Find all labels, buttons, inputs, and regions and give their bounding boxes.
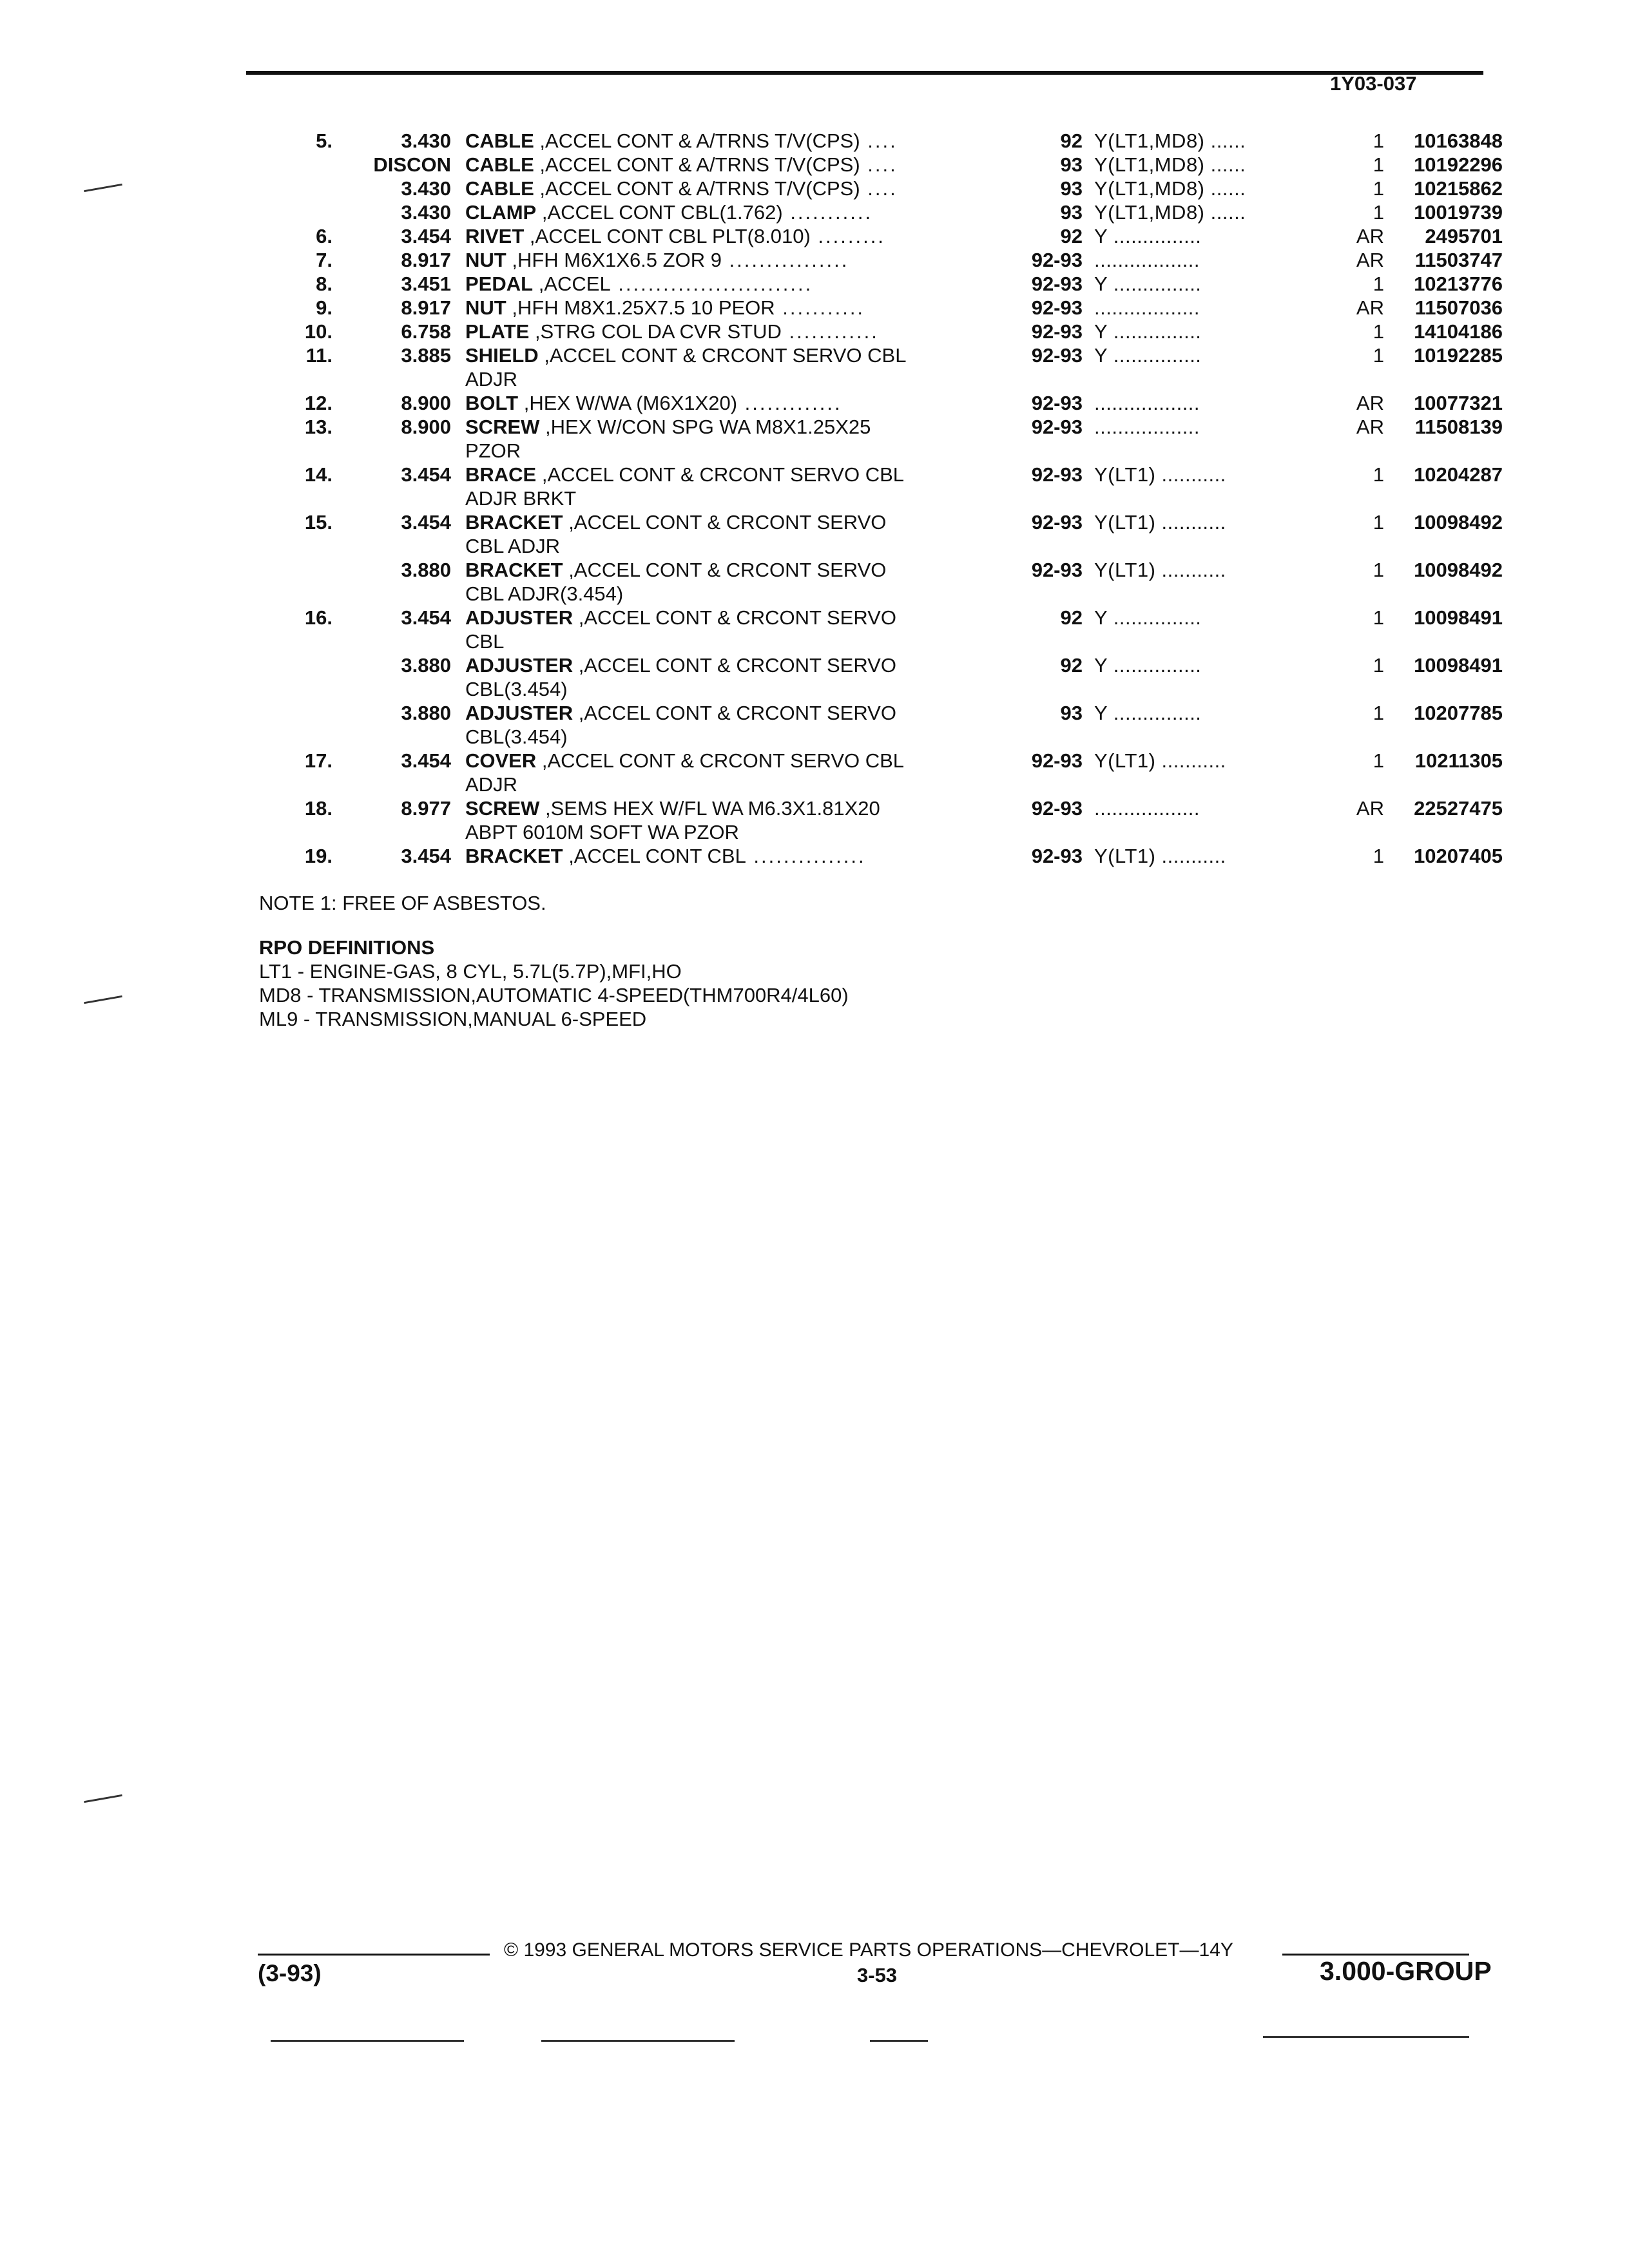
part-detail-continued: ABPT 6010M SOFT WA PZOR [465, 821, 739, 843]
part-detail: ,SEMS HEX W/FL WA M6.3X1.81X20 [545, 797, 880, 820]
part-number: 10098492 [1414, 559, 1503, 581]
part-number: 10204287 [1414, 463, 1503, 486]
part-name: RIVET [465, 225, 525, 247]
part-number: 10077321 [1414, 392, 1503, 414]
part-detail: ,ACCEL CONT & CRCONT SERVO CBL [541, 749, 905, 772]
item-number: 6. [316, 225, 333, 247]
header-rule [246, 71, 1483, 75]
table-row [271, 606, 1501, 653]
rpo-usage: Y(LT1) ........... [1094, 511, 1226, 533]
part-number: 11503747 [1414, 249, 1503, 271]
quantity: 1 [1373, 749, 1384, 772]
model-year: 92 [1060, 606, 1083, 629]
model-year: 92-93 [1031, 344, 1083, 367]
model-year: 92-93 [1031, 392, 1083, 414]
scan-line [870, 2040, 928, 2042]
part-number: 11508139 [1414, 416, 1503, 438]
quantity: AR [1356, 249, 1384, 271]
part-name: ADJUSTER [465, 654, 574, 677]
quantity: 1 [1373, 511, 1384, 533]
leader-dots: ........... [775, 296, 865, 319]
item-number: 15. [304, 511, 333, 533]
group-number: 3.430 [401, 201, 451, 224]
footer-copyright: © 1993 GENERAL MOTORS SERVICE PARTS OPERATIONS—CHEVROLET—14Y [504, 1939, 1233, 1961]
item-number: 12. [304, 392, 333, 414]
part-name: COVER [465, 749, 537, 772]
footer-page-number: 3-53 [857, 1964, 898, 1986]
model-year: 92-93 [1031, 845, 1083, 867]
rpo-usage: Y ............... [1094, 606, 1202, 629]
table-row [271, 248, 1501, 272]
table-row [271, 796, 1501, 844]
item-number: 10. [304, 320, 333, 343]
rpo-item-md8: MD8 - TRANSMISSION,AUTOMATIC 4-SPEED(THM700R4/4L60) [259, 984, 849, 1006]
rpo-usage: .................. [1094, 249, 1200, 271]
part-detail: ,HFH M8X1.25X7.5 10 PEOR [512, 296, 775, 319]
rpo-usage: Y(LT1,MD8) ...... [1094, 177, 1246, 200]
model-year: 92-93 [1031, 749, 1083, 772]
group-number: 3.430 [401, 130, 451, 152]
leader-dots: .... [860, 177, 898, 200]
model-year: 92-93 [1031, 463, 1083, 486]
footer-rule-right [1282, 1954, 1469, 1956]
part-name: SCREW [465, 416, 540, 438]
leader-dots: ................ [721, 249, 849, 271]
parts-list [271, 129, 1501, 868]
part-name: BOLT [465, 392, 519, 414]
quantity: 1 [1373, 654, 1384, 677]
scan-mark [84, 995, 122, 1004]
part-detail: ,ACCEL CONT & A/TRNS T/V(CPS) [539, 177, 860, 200]
scan-mark [84, 184, 122, 192]
footer-rule-left [258, 1954, 490, 1956]
group-number: 3.454 [401, 225, 451, 247]
table-row [271, 153, 1501, 177]
quantity: 1 [1373, 344, 1384, 367]
rpo-usage: Y ............... [1094, 320, 1202, 343]
part-detail-continued: ADJR BRKT [465, 487, 577, 510]
item-number: 11. [305, 344, 333, 367]
group-number: 6.758 [401, 320, 451, 343]
rpo-usage: Y ............... [1094, 654, 1202, 677]
part-detail-continued: CBL(3.454) [465, 678, 568, 700]
part-number: 10192296 [1414, 153, 1503, 176]
group-number: 3.454 [401, 511, 451, 533]
rpo-usage: Y ............... [1094, 273, 1202, 295]
part-detail: ,ACCEL CONT CBL PLT(8.010) [529, 225, 811, 247]
rpo-usage: Y ............... [1094, 344, 1202, 367]
quantity: 1 [1373, 606, 1384, 629]
item-number: 16. [304, 606, 333, 629]
rpo-usage: Y(LT1,MD8) ...... [1094, 153, 1246, 176]
part-name: CABLE [465, 153, 534, 176]
rpo-usage: Y ............... [1094, 702, 1202, 724]
item-number: 5. [316, 130, 333, 152]
table-row [271, 391, 1501, 415]
part-number: 22527475 [1414, 797, 1503, 820]
model-year: 92-93 [1031, 797, 1083, 820]
rpo-usage: Y(LT1,MD8) ...... [1094, 130, 1246, 152]
rpo-usage: Y(LT1) ........... [1094, 463, 1226, 486]
footer-group: 3.000-GROUP [1320, 1956, 1492, 1986]
part-name: SHIELD [465, 344, 539, 367]
rpo-usage: .................. [1094, 392, 1200, 414]
table-row [271, 224, 1501, 248]
part-name: BRACKET [465, 559, 563, 581]
part-number: 10163848 [1414, 130, 1503, 152]
model-year: 93 [1060, 153, 1083, 176]
group-number: 8.900 [401, 392, 451, 414]
part-name: NUT [465, 296, 506, 319]
leader-dots: ............... [746, 845, 866, 867]
quantity: 1 [1373, 153, 1384, 176]
table-row [271, 320, 1501, 343]
quantity: AR [1356, 416, 1384, 438]
leader-dots: ............. [737, 392, 842, 414]
group-number: 3.885 [401, 344, 451, 367]
leader-dots: ......... [810, 225, 885, 247]
part-detail-continued: ADJR [465, 368, 517, 390]
rpo-usage: .................. [1094, 416, 1200, 438]
part-number: 10215862 [1414, 177, 1503, 200]
group-number: 8.917 [401, 296, 451, 319]
part-detail: ,ACCEL CONT & CRCONT SERVO [568, 559, 887, 581]
scan-mark [84, 1794, 122, 1803]
part-name: PEDAL [465, 273, 534, 295]
part-detail: ,ACCEL CONT & CRCONT SERVO [578, 606, 896, 629]
part-name: BRACE [465, 463, 537, 486]
item-number: 8. [316, 273, 333, 295]
part-detail: ,STRG COL DA CVR STUD [534, 320, 782, 343]
rpo-usage: .................. [1094, 797, 1200, 820]
group-number: 3.451 [401, 273, 451, 295]
model-year: 92-93 [1031, 511, 1083, 533]
part-detail-continued: CBL ADJR(3.454) [465, 582, 624, 605]
part-name: CABLE [465, 177, 534, 200]
part-detail-continued: CBL [465, 630, 505, 653]
part-detail: ,ACCEL CONT & A/TRNS T/V(CPS) [539, 130, 860, 152]
quantity: 1 [1373, 320, 1384, 343]
rpo-item-lt1: LT1 - ENGINE-GAS, 8 CYL, 5.7L(5.7P),MFI,HO [259, 960, 682, 983]
part-number: 10098492 [1414, 511, 1503, 533]
group-number: DISCON [373, 153, 451, 176]
scan-line [271, 2040, 464, 2042]
model-year: 92-93 [1031, 559, 1083, 581]
rpo-usage: Y(LT1) ........... [1094, 749, 1226, 772]
part-number: 10213776 [1414, 273, 1503, 295]
table-row [271, 510, 1501, 558]
quantity: 1 [1373, 130, 1384, 152]
group-number: 8.900 [401, 416, 451, 438]
rpo-item-ml9: ML9 - TRANSMISSION,MANUAL 6-SPEED [259, 1008, 647, 1030]
model-year: 93 [1060, 177, 1083, 200]
part-number: 2495701 [1425, 225, 1503, 247]
model-year: 92 [1060, 130, 1083, 152]
part-detail: ,ACCEL CONT & A/TRNS T/V(CPS) [539, 153, 860, 176]
quantity: 1 [1373, 273, 1384, 295]
part-detail: ,HEX W/WA (M6X1X20) [523, 392, 738, 414]
item-number: 17. [304, 749, 333, 772]
part-name: CABLE [465, 130, 534, 152]
table-row [271, 558, 1501, 606]
quantity: AR [1356, 797, 1384, 820]
part-detail-continued: PZOR [465, 439, 521, 462]
quantity: 1 [1373, 463, 1384, 486]
group-number: 3.454 [401, 845, 451, 867]
group-number: 3.454 [401, 463, 451, 486]
quantity: 1 [1373, 845, 1384, 867]
part-number: 10192285 [1414, 344, 1503, 367]
part-name: CLAMP [465, 201, 537, 224]
catalog-code: 1Y03-037 [1330, 72, 1417, 95]
part-name: ADJUSTER [465, 702, 574, 724]
part-name: SCREW [465, 797, 540, 820]
group-number: 3.880 [401, 654, 451, 677]
scan-line [541, 2040, 735, 2042]
part-detail: ,ACCEL CONT CBL [568, 845, 746, 867]
model-year: 93 [1060, 201, 1083, 224]
part-detail: ,ACCEL [538, 273, 611, 295]
group-number: 8.917 [401, 249, 451, 271]
table-row [271, 463, 1501, 510]
table-row [271, 701, 1501, 749]
scan-line [1263, 2036, 1469, 2038]
quantity: AR [1356, 225, 1384, 247]
leader-dots: ............ [781, 320, 879, 343]
quantity: 1 [1373, 177, 1384, 200]
item-number: 9. [316, 296, 333, 319]
table-row [271, 844, 1501, 868]
part-detail: ,ACCEL CONT CBL(1.762) [541, 201, 783, 224]
group-number: 3.880 [401, 702, 451, 724]
rpo-usage: Y ............... [1094, 225, 1202, 247]
note: NOTE 1: FREE OF ASBESTOS. [259, 892, 546, 914]
rpo-definitions [259, 936, 849, 1031]
part-number: 14104186 [1414, 320, 1503, 343]
group-number: 8.977 [401, 797, 451, 820]
item-number: 19. [304, 845, 333, 867]
table-row [271, 343, 1501, 391]
part-number: 10098491 [1414, 654, 1503, 677]
rpo-usage: Y(LT1,MD8) ...... [1094, 201, 1246, 224]
group-number: 3.454 [401, 749, 451, 772]
table-row [271, 177, 1501, 200]
part-detail: ,ACCEL CONT & CRCONT SERVO [578, 654, 896, 677]
part-detail: ,HFH M6X1X6.5 ZOR 9 [512, 249, 722, 271]
table-row [271, 129, 1501, 153]
part-number: 10211305 [1414, 749, 1503, 772]
group-number: 3.880 [401, 559, 451, 581]
model-year: 92-93 [1031, 320, 1083, 343]
part-number: 10207405 [1414, 845, 1503, 867]
part-detail: ,ACCEL CONT & CRCONT SERVO [578, 702, 896, 724]
item-number: 14. [304, 463, 333, 486]
part-detail: ,HEX W/CON SPG WA M8X1.25X25 [545, 416, 871, 438]
model-year: 93 [1060, 702, 1083, 724]
model-year: 92-93 [1031, 296, 1083, 319]
model-year: 92-93 [1031, 249, 1083, 271]
quantity: AR [1356, 392, 1384, 414]
quantity: 1 [1373, 201, 1384, 224]
model-year: 92-93 [1031, 416, 1083, 438]
model-year: 92 [1060, 654, 1083, 677]
part-name: BRACKET [465, 511, 563, 533]
part-detail: ,ACCEL CONT & CRCONT SERVO CBL [544, 344, 907, 367]
part-detail-continued: CBL(3.454) [465, 726, 568, 748]
rpo-usage: Y(LT1) ........... [1094, 559, 1226, 581]
quantity: AR [1356, 296, 1384, 319]
part-name: ADJUSTER [465, 606, 574, 629]
model-year: 92-93 [1031, 273, 1083, 295]
item-number: 7. [316, 249, 333, 271]
leader-dots: .... [860, 130, 898, 152]
rpo-usage: Y(LT1) ........... [1094, 845, 1226, 867]
part-number: 11507036 [1414, 296, 1503, 319]
table-row [271, 296, 1501, 320]
item-number: 13. [304, 416, 333, 438]
part-number: 10098491 [1414, 606, 1503, 629]
part-name: BRACKET [465, 845, 563, 867]
leader-dots: ........... [782, 201, 873, 224]
model-year: 92 [1060, 225, 1083, 247]
part-detail: ,ACCEL CONT & CRCONT SERVO CBL [541, 463, 905, 486]
leader-dots: .... [860, 153, 898, 176]
part-number: 10019739 [1414, 201, 1503, 224]
group-number: 3.454 [401, 606, 451, 629]
table-row [271, 272, 1501, 296]
item-number: 18. [304, 797, 333, 820]
part-detail-continued: ADJR [465, 773, 517, 796]
part-detail-continued: CBL ADJR [465, 535, 561, 557]
table-row [271, 653, 1501, 701]
quantity: 1 [1373, 702, 1384, 724]
rpo-usage: .................. [1094, 296, 1200, 319]
table-row [271, 415, 1501, 463]
group-number: 3.430 [401, 177, 451, 200]
footer-date: (3-93) [258, 1960, 322, 1986]
leader-dots: .......................... [610, 273, 813, 295]
table-row [271, 200, 1501, 224]
part-number: 10207785 [1414, 702, 1503, 724]
rpo-heading: RPO DEFINITIONS [259, 936, 435, 959]
part-name: NUT [465, 249, 506, 271]
part-detail: ,ACCEL CONT & CRCONT SERVO [568, 511, 887, 533]
table-row [271, 749, 1501, 796]
quantity: 1 [1373, 559, 1384, 581]
part-name: PLATE [465, 320, 530, 343]
